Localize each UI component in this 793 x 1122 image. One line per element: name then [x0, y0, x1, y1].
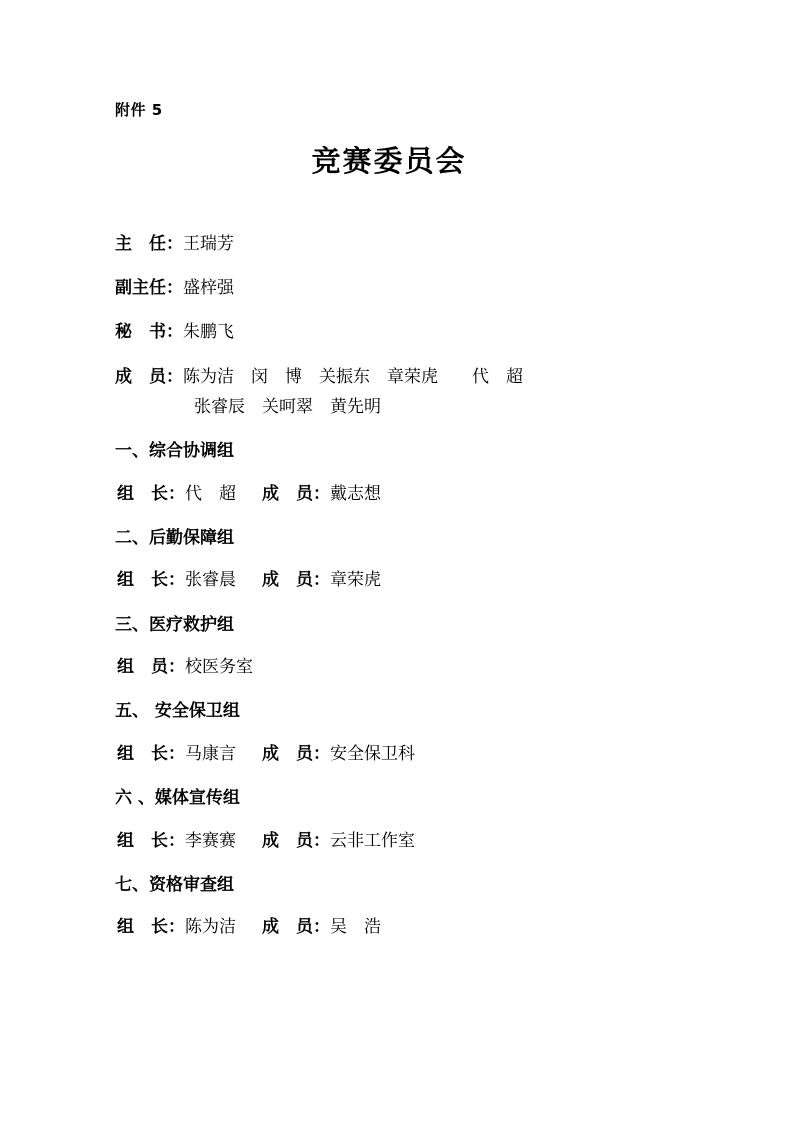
group-leader-label: 组 长：	[117, 483, 185, 504]
group-detail-row	[115, 654, 683, 680]
group-heading: 三、医疗救护组	[115, 614, 234, 635]
role-label: 副主任：	[115, 278, 183, 299]
group-member-value: 吴 浩	[330, 917, 381, 938]
members-row	[115, 364, 683, 390]
group-detail-row	[115, 828, 683, 854]
group-heading: 一、综合协调组	[115, 441, 234, 462]
group-member-label: 成 员：	[262, 743, 330, 764]
group-detail-row	[115, 741, 683, 767]
group-heading: 七、资格审查组	[115, 874, 234, 895]
members-label: 成 员：	[115, 366, 183, 387]
group-leader-label: 组 长：	[117, 917, 185, 938]
group-heading: 六 、媒体宣传组	[115, 788, 240, 809]
role-label: 主 任：	[115, 233, 183, 254]
members-value-line-2: 张睿辰 关呵翠 黄先明	[194, 397, 381, 418]
group-block-1	[115, 438, 683, 507]
group-member-value: 戴志想	[330, 483, 381, 504]
group-leader-value: 李赛赛	[185, 830, 236, 851]
group-member-label: 成 员：	[262, 830, 330, 851]
role-label: 秘 书：	[115, 322, 183, 343]
role-row-chairman	[115, 231, 683, 257]
group-heading: 五、 安全保卫组	[115, 701, 240, 722]
group-leader-label: 组 长：	[117, 570, 185, 591]
group-detail-row	[115, 914, 683, 940]
group-heading: 二、后勤保障组	[115, 528, 234, 549]
group-leader-label: 组 员：	[117, 657, 185, 678]
group-leader-label: 组 长：	[117, 830, 185, 851]
role-value: 朱鹏飞	[183, 322, 234, 343]
group-block-2	[115, 525, 683, 594]
attachment-label: 附件 5	[115, 101, 163, 119]
group-leader-value: 代 超	[185, 483, 236, 504]
group-leader-value: 陈为洁	[185, 917, 236, 938]
group-member-label: 成 员：	[262, 483, 330, 504]
members-row-continued	[115, 394, 683, 420]
role-value: 盛梓强	[183, 278, 234, 299]
group-member-label: 成 员：	[262, 570, 330, 591]
group-leader-value: 校医务室	[185, 657, 253, 678]
group-leader-value: 马康言	[185, 743, 236, 764]
role-value: 王瑞芳	[183, 233, 234, 254]
group-block-4	[115, 698, 683, 767]
group-block-5	[115, 785, 683, 854]
members-value-line-1: 陈为洁 闵 博 关振东 章荣虎 代 超	[183, 366, 523, 387]
group-block-3	[115, 612, 683, 681]
group-leader-label: 组 长：	[117, 743, 185, 764]
role-row-secretary	[115, 319, 683, 345]
group-member-value: 云非工作室	[330, 830, 415, 851]
group-member-label: 成 员：	[262, 917, 330, 938]
group-detail-row	[115, 567, 683, 593]
group-member-value: 章荣虎	[330, 570, 381, 591]
group-block-6	[115, 872, 683, 941]
group-member-value: 安全保卫科	[330, 743, 415, 764]
group-detail-row	[115, 481, 683, 507]
role-row-vice-chairman	[115, 275, 683, 301]
group-leader-value: 张睿晨	[185, 570, 236, 591]
page-title: 竞赛委员会	[311, 144, 467, 178]
